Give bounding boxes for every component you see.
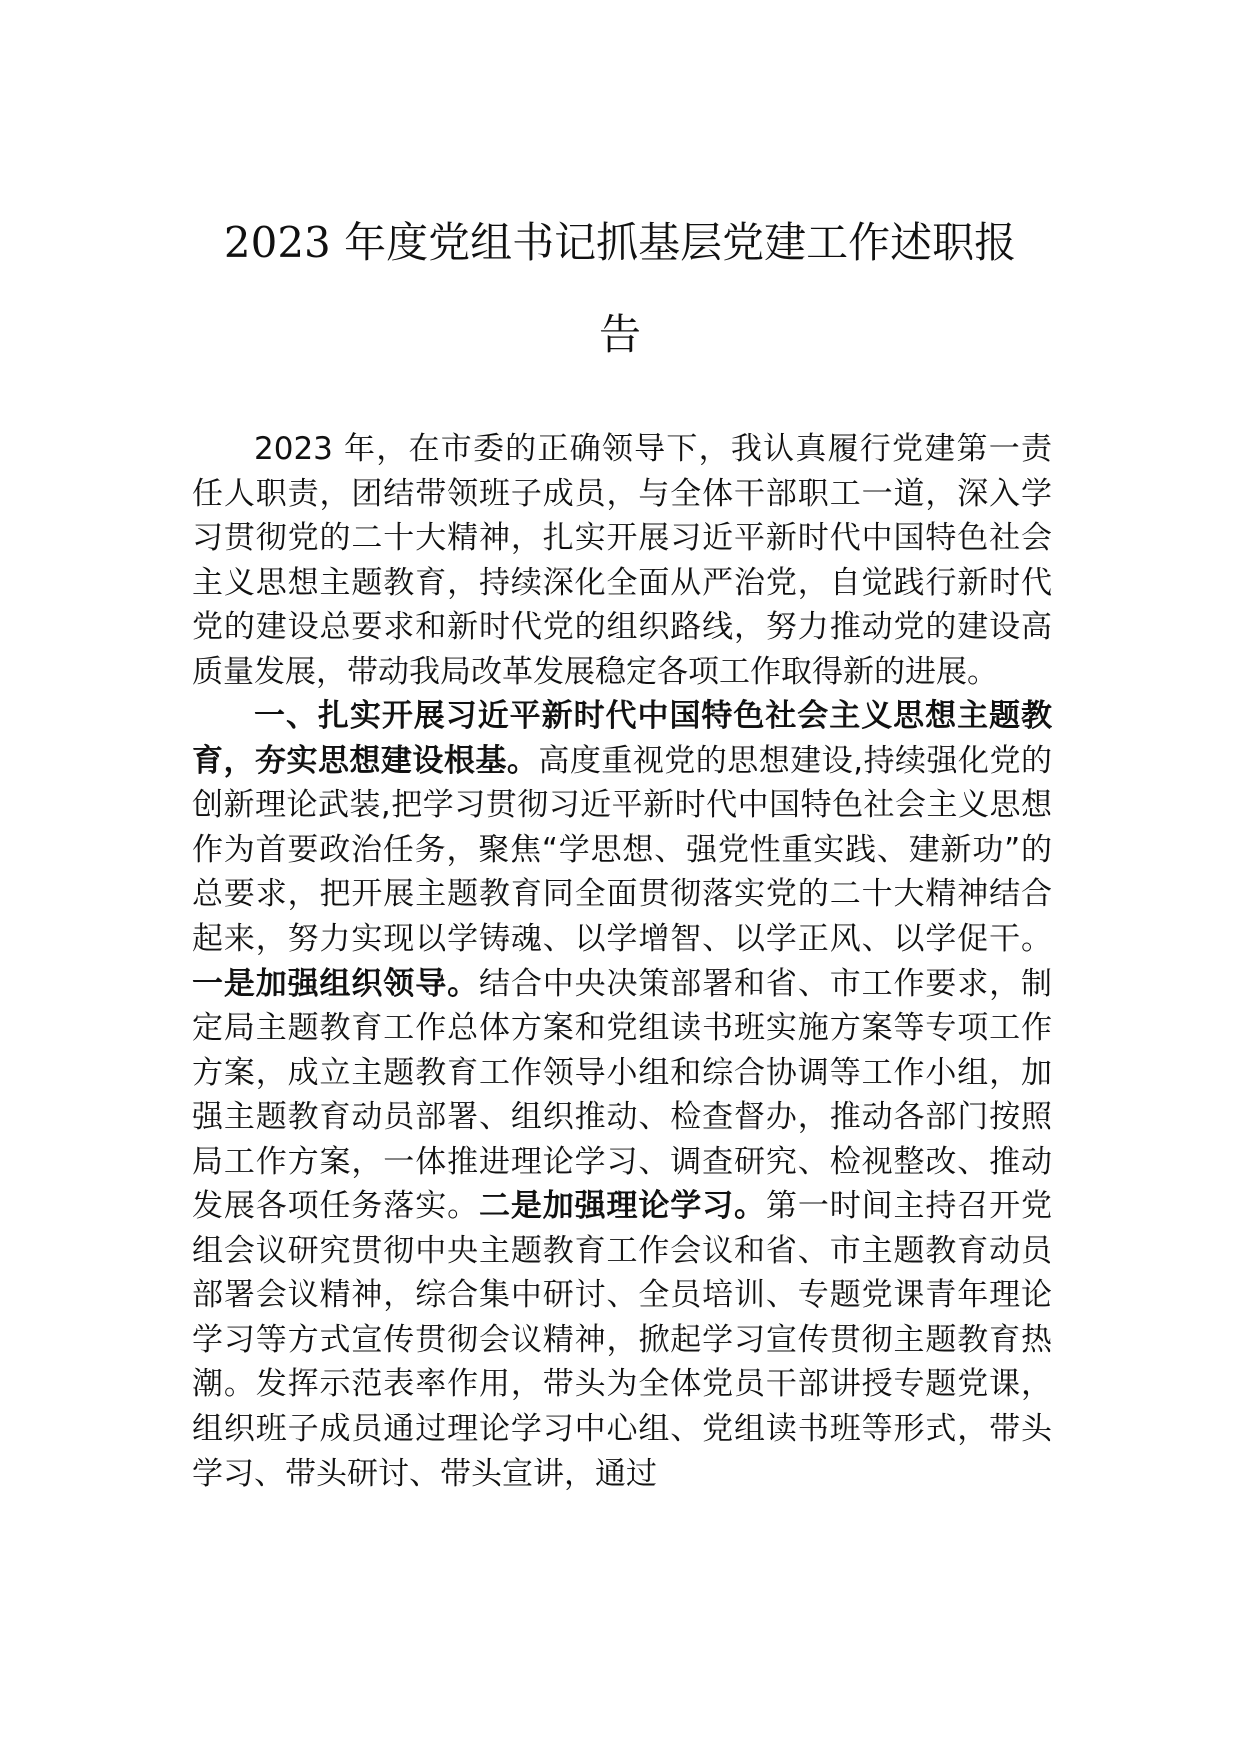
paragraph-intro-text: 2023 年，在市委的正确领导下，我认真履行党建第一责任人职责，团结带领班子成员，与全体干部职工一道，深入学习贯彻党的二十大精神，扎实开展习近平新时代中国特色社会主义思想主题教育，持续深化全面从严治党，自觉践行新时代党的建设总要求和新时代党的组织路线，努力推动党的建设高质量发展，带动我局改革发展稳定各项工作取得新的进展。	[192, 431, 1052, 690]
section-1-point-1-title: 一是加强组织领导。	[192, 965, 479, 1002]
document-title-line-2: 告	[598, 310, 641, 359]
section-1-heading: 一、扎实开展习近平新时代中国特色社会主义思想主题教育，夯实思想建设根基。	[192, 698, 1052, 779]
section-1-intro: 高度重视党的思想建设,持续强化党的创新理论武装,把学习贯彻习近平新时代中国特色社会主义思想作为首要政治任务，聚焦“学思想、强党性重实践、建新功”的总要求，把开展主题教育同全面贯彻落实党的二十大精神结合起来，努力实现以学铸魂、以学增智、以学正风、以学促干。	[192, 742, 1052, 958]
document-body	[192, 427, 1052, 1496]
section-1-point-1-text: 结合中央决策部署和省、市工作要求，制定局主题教育工作总体方案和党组读书班实施方案等专项工作方案，成立主题教育工作领导小组和综合协调等工作小组，加强主题教育动员部署、组织推动、检查督办，推动各部门按照局工作方案，一体推进理论学习、调查研究、检视整改、推动发展各项任务落实。	[192, 965, 1053, 1225]
paragraph-section-1	[192, 694, 1052, 1496]
section-1-point-2-text: 第一时间主持召开党组会议研究贯彻中央主题教育工作会议和省、市主题教育动员部署会议精神，综合集中研讨、全员培训、专题党课青年理论学习等方式宣传贯彻会议精神，掀起学习宣传贯彻主题教育热潮。发挥示范表率作用，带头为全体党员干部讲授专题党课，组织班子成员通过理论学习中心组、党组读书班等形式，带头学习、带头研讨、带头宣讲，通过	[192, 1188, 1053, 1492]
paragraph-intro	[192, 427, 1052, 694]
document-title-line-1: 2023 年度党组书记抓基层党建工作述职报	[223, 218, 1017, 267]
section-1-point-2-title: 二是加强理论学习。	[478, 1188, 766, 1225]
